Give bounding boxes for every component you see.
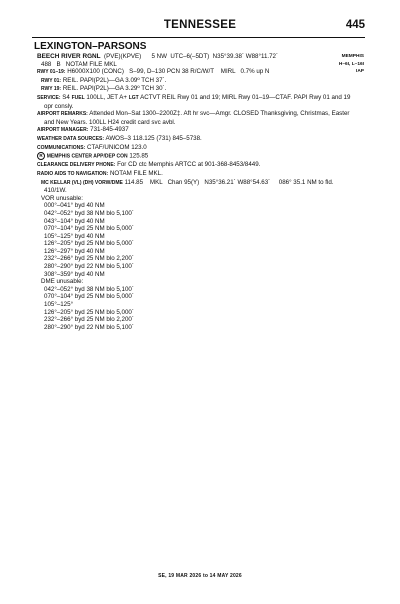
service-line: SERVICE: S4 FUEL 100LL, JET A+ LGT ACTVT REIL Rwy 01 and 19; MIRL Rwy 01–19—CTAF. PAPI Rwy 01 and 19 opr consly. bbox=[37, 93, 351, 110]
airport-ident: (PVE)(KPVE) bbox=[104, 53, 142, 60]
dme-unusable-heading: DME unusable: bbox=[41, 278, 84, 286]
airport-entry bbox=[37, 53, 361, 331]
vor-line: MC KELLAR (VL) (DH) VORW/DME 114.85 MKL Chan 95(Y) N35°36.21´ W88°54.63´ 086° 35.1 NM to fld. bbox=[41, 178, 334, 186]
city-heading: LEXINGTON–PARSONS bbox=[34, 41, 147, 52]
effective-dates-footer: SE, 19 MAR 2026 to 14 MAY 2026 bbox=[158, 573, 242, 579]
vor-line-2: 410/1W. bbox=[44, 187, 67, 195]
clearance-delivery: CLEARANCE DELIVERY PHONE: For CD ctc Memphis ARTCC at 901-368-8453/8449. bbox=[37, 161, 261, 169]
vor-unusable-heading: VOR unusable: bbox=[41, 194, 83, 202]
list-item: 308°–359° byd 40 NM bbox=[44, 270, 105, 278]
list-item: 105°–125° byd 40 NM bbox=[44, 232, 105, 240]
airport-location: 5 NW UTC–6(–5DT) N35°39.38´ W88°11.72´ bbox=[151, 53, 279, 60]
page-header-state: TENNESSEE bbox=[163, 19, 237, 31]
weather-sources: WEATHER DATA SOURCES: AWOS–3 118.125 (731) 845–5738. bbox=[37, 134, 202, 142]
list-item: 232°–266° byd 25 NM blo 2,200´ bbox=[44, 255, 134, 263]
dme-unusable-list bbox=[37, 286, 361, 332]
list-item: 070°–104° byd 25 NM blo 5,000´ bbox=[44, 225, 134, 233]
list-item: 105°–125° bbox=[44, 301, 74, 309]
runway-19-line: RWY 19: REIL. PAPI(P2L)—GA 3.29º TCH 30´. bbox=[41, 85, 167, 93]
list-item: 126°–297° byd 40 NM bbox=[44, 247, 105, 255]
airport-manager: AIRPORT MANAGER: 731-845-4937 bbox=[37, 126, 129, 134]
iap-label: IAP bbox=[356, 69, 364, 75]
radio-aids: RADIO AIDS TO NAVIGATION: NOTAM FILE MKL. bbox=[37, 169, 163, 177]
list-item: 042°–052° byd 38 NM blo 5,100´ bbox=[44, 209, 134, 217]
list-item: 280°–290° byd 22 NM blo 5,100´ bbox=[44, 263, 134, 271]
approach-control: R MEMPHIS CENTER APP/DEP CON 125.85 bbox=[37, 152, 361, 161]
sectional-name: MEMPHIS bbox=[341, 54, 364, 59]
chart-ref: H–6I, L–16I bbox=[338, 61, 364, 67]
list-item: 070°–104° byd 25 NM blo 5,000´ bbox=[44, 293, 134, 301]
airport-title-line bbox=[37, 53, 361, 61]
runway-line: RWY 01–19: H6000X100 (CONC) S–99, D–130 PCN 38 R/C/W/T MIRL 0.7% up N bbox=[37, 68, 270, 76]
list-item: 280°–290° byd 22 NM blo 5,100´ bbox=[44, 323, 134, 331]
list-item: 126°–205° byd 25 NM blo 5,000´ bbox=[44, 308, 134, 316]
airport-elevation-line: 488 B NOTAM FILE MKL bbox=[41, 60, 117, 68]
radar-icon: R bbox=[37, 152, 45, 160]
runway-01-line: RWY 01: REIL. PAPI(P2L)—GA 3.09º TCH 37´. bbox=[41, 76, 167, 84]
communications: COMMUNICATIONS: CTAF/UNICOM 123.0 bbox=[37, 143, 147, 151]
list-item: 043°–104° byd 40 NM bbox=[44, 217, 105, 225]
airport-remarks: AIRPORT REMARKS: Attended Mon–Sat 1300–2200Z‡. Aft hr svc—Amgr. CLOSED Thanksgiving, Christmas, Easter and New Years. 100LL H24 credit card svc avbl. bbox=[37, 110, 350, 126]
list-item: 126°–205° byd 25 NM blo 5,000´ bbox=[44, 240, 134, 248]
vor-unusable-list bbox=[37, 202, 361, 278]
airport-name: BEECH RIVER RGNL bbox=[37, 53, 101, 60]
list-item: 042°–052° byd 38 NM blo 5,100´ bbox=[44, 285, 134, 293]
list-item: 000°–041° byd 40 NM bbox=[44, 202, 105, 210]
page-number: 445 bbox=[345, 19, 365, 31]
list-item: 232°–266° byd 25 NM blo 2,200´ bbox=[44, 316, 134, 324]
header-rule bbox=[32, 37, 365, 38]
